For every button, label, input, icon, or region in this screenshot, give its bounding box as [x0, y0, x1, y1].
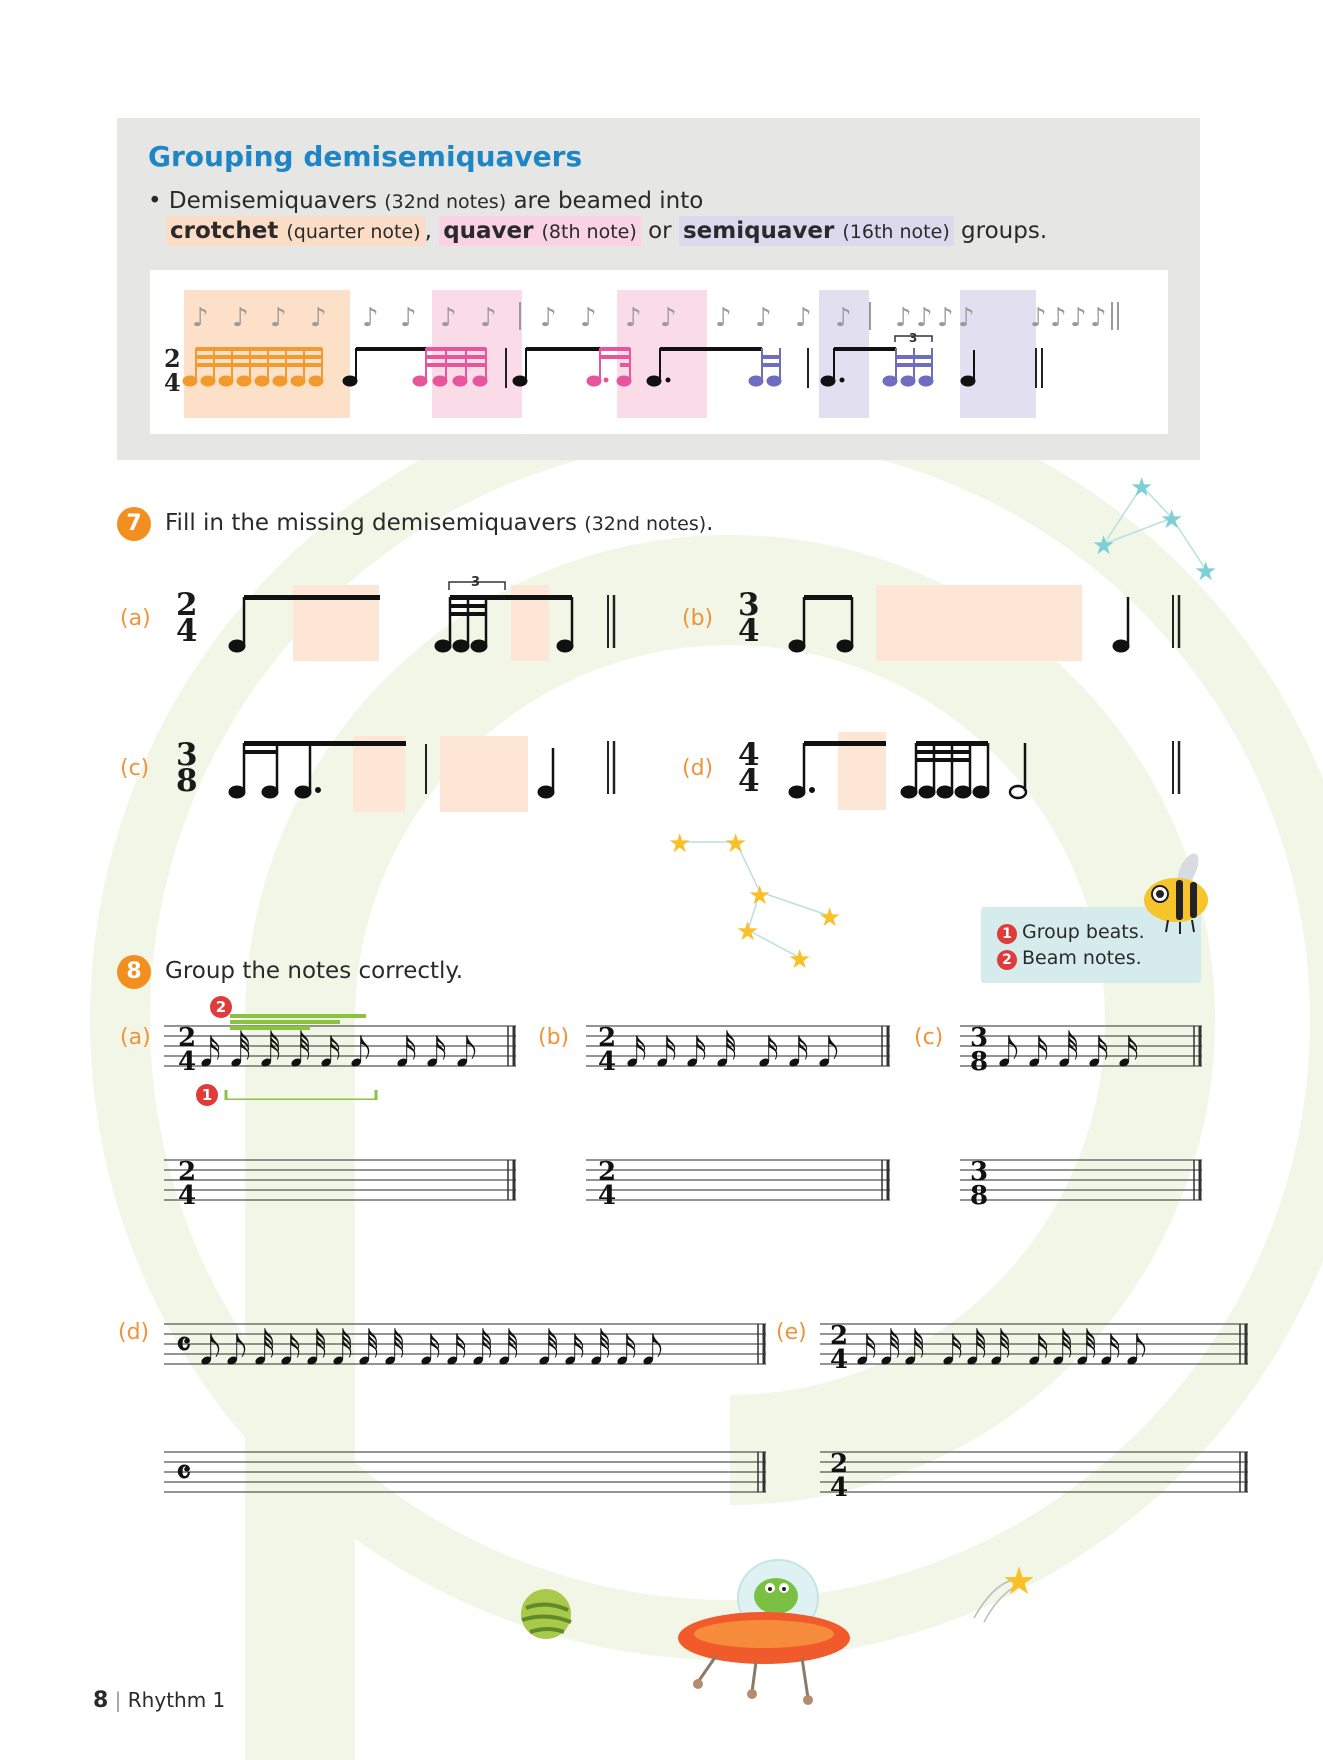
svg-text:𝅘𝅥𝅰: 𝅘𝅥𝅰 — [966, 1328, 987, 1374]
svg-text:★: ★ — [1002, 1559, 1037, 1603]
q7c-notation[interactable] — [220, 720, 630, 820]
example-triplet-label: 3 — [909, 331, 918, 345]
term-32nd-notes: (32nd notes) — [384, 191, 507, 213]
q7a-time-top: 2 — [176, 587, 198, 623]
q7c-time-bottom: 8 — [176, 763, 198, 799]
svg-text:𝅘𝅥𝅮: 𝅘𝅥𝅮 — [226, 1328, 247, 1374]
svg-text:𝅘𝅥𝅯: 𝅘𝅥𝅯 — [656, 1030, 677, 1076]
question-8-text: Group the notes correctly. — [165, 958, 464, 984]
svg-text:𝅘𝅥𝅰: 𝅘𝅥𝅰 — [1076, 1328, 1097, 1374]
info-groups-line — [166, 218, 1047, 244]
semiquaver-small: (16th note) — [842, 221, 950, 243]
svg-text:★: ★ — [1092, 531, 1116, 561]
planet-icon — [518, 1586, 578, 1642]
svg-text:𝅘𝅥𝅰: 𝅘𝅥𝅰 — [716, 1030, 737, 1076]
q7a-time-signature — [176, 587, 198, 649]
tip-step-2-number: 2 — [997, 950, 1017, 970]
svg-text:𝅘𝅥𝅮: 𝅘𝅥𝅮 — [642, 1328, 663, 1374]
svg-text:𝅘𝅥𝅰: 𝅘𝅥𝅰 — [358, 1328, 379, 1374]
q7c-answer-box-2 — [440, 736, 528, 812]
term-demisemiquavers: Demisemiquavers — [168, 188, 377, 214]
or-text: or — [648, 218, 672, 244]
svg-text:𝅘𝅥𝅯: 𝅘𝅥𝅯 — [564, 1328, 585, 1374]
q7b-label: (b) — [682, 606, 714, 631]
q8a-staff[interactable] — [160, 1010, 520, 1100]
q7d-time-signature — [738, 737, 760, 799]
example-time-bottom: 4 — [164, 368, 181, 397]
svg-text:𝅘𝅥𝅰: 𝅘𝅥𝅰 — [904, 1328, 925, 1374]
quaver-highlight — [439, 216, 641, 246]
svg-text:𝅘𝅥𝅯: 𝅘𝅥𝅯 — [420, 1328, 441, 1374]
svg-text:♪: ♪ — [660, 303, 677, 333]
svg-text:♪: ♪ — [1090, 303, 1107, 333]
question-7-end: . — [706, 510, 714, 536]
svg-text:𝅘𝅥𝅯: 𝅘𝅥𝅯 — [1118, 1030, 1139, 1076]
svg-text:𝅘𝅥𝅰: 𝅘𝅥𝅰 — [1052, 1328, 1073, 1374]
q8a-answer-staff[interactable] — [160, 1148, 520, 1220]
svg-text:𝅘𝅥𝅯: 𝅘𝅥𝅯 — [1028, 1328, 1049, 1374]
svg-text:♪: ♪ — [362, 303, 379, 333]
example-notation-panel — [150, 270, 1168, 434]
svg-text:♪: ♪ — [540, 303, 557, 333]
footer-separator: | — [114, 1688, 122, 1712]
q7a-triplet: 3 — [471, 575, 481, 590]
svg-text:𝅘𝅥𝅯: 𝅘𝅥𝅯 — [942, 1328, 963, 1374]
crotchet-small: (quarter note) — [286, 221, 421, 243]
q8e-staff[interactable] — [816, 1308, 1252, 1380]
svg-text:𝅘𝅥𝅰: 𝅘𝅥𝅰 — [306, 1328, 327, 1374]
q8e-answer-time-bottom: 4 — [830, 1473, 849, 1503]
svg-text:𝅘𝅥𝅰: 𝅘𝅥𝅰 — [230, 1030, 251, 1076]
svg-text:𝅘𝅥𝅰: 𝅘𝅥𝅰 — [290, 1030, 311, 1076]
svg-text:𝅘𝅥𝅯: 𝅘𝅥𝅯 — [788, 1030, 809, 1076]
page-number: 8 — [93, 1688, 109, 1713]
svg-text:♪: ♪ — [192, 303, 209, 333]
q7b-time-signature — [738, 587, 760, 649]
q8b-answer-staff[interactable] — [582, 1148, 894, 1220]
q8c-answer-time-top: 3 — [970, 1157, 989, 1187]
svg-text:𝅘𝅥𝅰: 𝅘𝅥𝅰 — [538, 1328, 559, 1374]
svg-text:𝅘𝅥𝅯: 𝅘𝅥𝅯 — [396, 1030, 417, 1076]
svg-text:𝅘𝅥𝅯: 𝅘𝅥𝅯 — [1028, 1030, 1049, 1076]
svg-text:𝅘𝅥𝅮: 𝅘𝅥𝅮 — [818, 1030, 839, 1076]
q8b-answer-time-bottom: 4 — [598, 1181, 617, 1211]
q8e-label: (e) — [776, 1320, 807, 1345]
q7a-label: (a) — [120, 606, 151, 631]
bullet: • — [148, 188, 162, 214]
svg-text:𝅘𝅥𝅰: 𝅘𝅥𝅰 — [254, 1328, 275, 1374]
crotchet-highlight — [166, 216, 425, 246]
svg-text:𝅘𝅥𝅯: 𝅘𝅥𝅯 — [1088, 1030, 1109, 1076]
svg-text:𝅘𝅥𝅯: 𝅘𝅥𝅯 — [1100, 1328, 1121, 1374]
svg-text:♪: ♪ — [580, 303, 597, 333]
svg-text:♪: ♪ — [937, 303, 954, 333]
crotchet-term: crotchet — [170, 218, 279, 244]
q8d-common-time: 𝄴 — [176, 1325, 192, 1365]
svg-text:★: ★ — [1160, 505, 1184, 535]
info-line-tail: are beamed into — [513, 188, 704, 214]
tip-line-2 — [997, 947, 1142, 970]
svg-text:★: ★ — [748, 881, 772, 911]
question-7-small: (32nd notes) — [584, 513, 707, 535]
svg-text:♪: ♪ — [1050, 303, 1067, 333]
svg-text:♪: ♪ — [958, 303, 975, 333]
tip-line-1 — [997, 921, 1145, 944]
svg-text:𝅘𝅥𝅰: 𝅘𝅥𝅰 — [260, 1030, 281, 1076]
svg-text:♪: ♪ — [1070, 303, 1087, 333]
svg-text:♪: ♪ — [400, 303, 417, 333]
svg-text:♪: ♪ — [310, 303, 327, 333]
q7c-label: (c) — [120, 756, 150, 781]
quaver-term: quaver — [443, 218, 534, 244]
bee-icon — [1138, 850, 1218, 940]
semiquaver-term: semiquaver — [682, 218, 835, 244]
q8b-label: (b) — [538, 1025, 570, 1050]
svg-text:♪: ♪ — [755, 303, 772, 333]
question-7-number: 7 — [117, 507, 151, 541]
svg-text:♪: ♪ — [835, 303, 852, 333]
svg-text:𝅘𝅥𝅮: 𝅘𝅥𝅮 — [1126, 1328, 1147, 1374]
gold-star-constellation-icon — [660, 820, 850, 980]
q8b-answer-time-top: 2 — [598, 1157, 617, 1187]
tip-step-1-number: 1 — [997, 924, 1017, 944]
svg-text:𝅘𝅥𝅰: 𝅘𝅥𝅰 — [384, 1328, 405, 1374]
step-2-marker: 2 — [210, 996, 232, 1018]
q8b-staff[interactable] — [582, 1010, 894, 1082]
question-7-main: Fill in the missing demisemiquavers — [165, 510, 577, 536]
q8a-time-bottom: 4 — [178, 1047, 197, 1077]
svg-text:𝅘𝅥𝅰: 𝅘𝅥𝅰 — [332, 1328, 353, 1374]
svg-text:𝅘𝅥𝅰: 𝅘𝅥𝅰 — [1058, 1030, 1079, 1076]
svg-text:𝅘𝅥𝅮: 𝅘𝅥𝅮 — [350, 1030, 371, 1076]
svg-text:𝅘𝅥𝅯: 𝅘𝅥𝅯 — [446, 1328, 467, 1374]
svg-text:♪: ♪ — [440, 303, 457, 333]
svg-text:𝅘𝅥𝅮: 𝅘𝅥𝅮 — [998, 1030, 1019, 1076]
svg-text:𝅘𝅥𝅰: 𝅘𝅥𝅰 — [498, 1328, 519, 1374]
svg-text:𝅘𝅥𝅯: 𝅘𝅥𝅯 — [200, 1030, 221, 1076]
svg-text:𝅘𝅥𝅯: 𝅘𝅥𝅯 — [616, 1328, 637, 1374]
svg-text:★: ★ — [736, 917, 760, 947]
svg-text:♪: ♪ — [480, 303, 497, 333]
svg-text:★: ★ — [1130, 473, 1154, 503]
svg-text:𝅘𝅥𝅰: 𝅘𝅥𝅰 — [472, 1328, 493, 1374]
q7c-time-signature — [176, 737, 198, 799]
purple-demisemiquaver-group — [749, 348, 781, 386]
svg-text:♪: ♪ — [916, 303, 933, 333]
svg-text:𝅘𝅥𝅯: 𝅘𝅥𝅯 — [686, 1030, 707, 1076]
example-notation — [150, 270, 1168, 434]
q7a-notation[interactable] — [220, 570, 630, 670]
svg-text:♪: ♪ — [625, 303, 642, 333]
q8d-staff[interactable] — [160, 1308, 770, 1380]
q8a-answer-time-bottom: 4 — [178, 1181, 197, 1211]
q8b-time-top: 2 — [598, 1023, 617, 1053]
q7b-time-bottom: 4 — [738, 613, 760, 649]
svg-text:★: ★ — [668, 829, 692, 859]
comma: , — [424, 218, 432, 244]
q7d-label: (d) — [682, 756, 714, 781]
question-8-number: 8 — [117, 955, 151, 989]
q8c-answer-staff[interactable] — [956, 1148, 1206, 1220]
q8a-answer-time-top: 2 — [178, 1157, 197, 1187]
q8c-time-bottom: 8 — [970, 1047, 989, 1077]
svg-text:♪: ♪ — [270, 303, 287, 333]
q7c-time-top: 3 — [176, 737, 198, 773]
svg-text:𝅘𝅥𝅯: 𝅘𝅥𝅯 — [856, 1328, 877, 1374]
svg-text:♪: ♪ — [795, 303, 812, 333]
quaver-small: (8th note) — [541, 221, 637, 243]
svg-text:♪: ♪ — [1030, 303, 1047, 333]
svg-text:★: ★ — [724, 829, 748, 859]
step-1-marker: 1 — [196, 1084, 218, 1106]
svg-text:𝅘𝅥𝅰: 𝅘𝅥𝅰 — [880, 1328, 901, 1374]
alien-ufo-icon — [676, 1552, 856, 1712]
q8c-time-top: 3 — [970, 1023, 989, 1053]
q8c-label: (c) — [914, 1025, 944, 1050]
example-time-top: 2 — [164, 344, 181, 373]
svg-text:𝅘𝅥𝅰: 𝅘𝅥𝅰 — [590, 1328, 611, 1374]
svg-text:★: ★ — [818, 903, 842, 933]
svg-text:𝅘𝅥𝅯: 𝅘𝅥𝅯 — [320, 1030, 341, 1076]
q8d-label: (d) — [118, 1320, 150, 1345]
info-bullet-line — [148, 188, 703, 214]
svg-text:𝅘𝅥𝅯: 𝅘𝅥𝅯 — [758, 1030, 779, 1076]
svg-text:♪: ♪ — [715, 303, 732, 333]
svg-text:♪: ♪ — [895, 303, 912, 333]
q8e-time-bottom: 4 — [830, 1345, 849, 1375]
svg-text:𝅘𝅥𝅮: 𝅘𝅥𝅮 — [200, 1328, 221, 1374]
q7b-answer-box — [876, 585, 1082, 661]
q7b-notation[interactable] — [780, 570, 1200, 670]
q7b-time-top: 3 — [738, 587, 760, 623]
q8d-answer-common-time: 𝄴 — [176, 1453, 192, 1493]
q8c-staff[interactable] — [956, 1010, 1206, 1082]
svg-text:𝅘𝅥𝅯: 𝅘𝅥𝅯 — [280, 1328, 301, 1374]
q8d-answer-staff[interactable] — [160, 1440, 770, 1512]
q8e-time-top: 2 — [830, 1321, 849, 1351]
svg-text:★: ★ — [1194, 557, 1218, 587]
q8b-time-bottom: 4 — [598, 1047, 617, 1077]
svg-text:★: ★ — [788, 945, 812, 975]
q8e-answer-time-top: 2 — [830, 1449, 849, 1479]
q7d-time-bottom: 4 — [738, 763, 760, 799]
svg-text:𝅘𝅥𝅯: 𝅘𝅥𝅯 — [626, 1030, 647, 1076]
q7d-time-top: 4 — [738, 737, 760, 773]
q8a-label: (a) — [120, 1025, 151, 1050]
svg-text:𝅘𝅥𝅯: 𝅘𝅥𝅯 — [426, 1030, 447, 1076]
q7d-notation[interactable] — [780, 720, 1200, 820]
q8c-answer-time-bottom: 8 — [970, 1181, 989, 1211]
shooting-star-icon — [968, 1556, 1048, 1626]
book-title: Rhythm 1 — [127, 1688, 226, 1712]
tip-step-1: Group beats. — [1022, 921, 1145, 943]
svg-text:𝅘𝅥𝅮: 𝅘𝅥𝅮 — [456, 1030, 477, 1076]
q8a-time-top: 2 — [178, 1023, 197, 1053]
q7a-time-bottom: 4 — [176, 613, 198, 649]
info-title: Grouping demisemiquavers — [148, 140, 583, 173]
tip-step-2: Beam notes. — [1022, 947, 1142, 969]
svg-text:𝅘𝅥𝅰: 𝅘𝅥𝅰 — [990, 1328, 1011, 1374]
question-7-text — [165, 510, 713, 536]
semiquaver-highlight — [679, 216, 954, 246]
svg-text:♪: ♪ — [232, 303, 249, 333]
q8e-answer-staff[interactable] — [816, 1440, 1252, 1512]
groups-text: groups. — [961, 218, 1048, 244]
page-footer — [93, 1688, 225, 1713]
q7c-answer-box — [353, 736, 405, 812]
